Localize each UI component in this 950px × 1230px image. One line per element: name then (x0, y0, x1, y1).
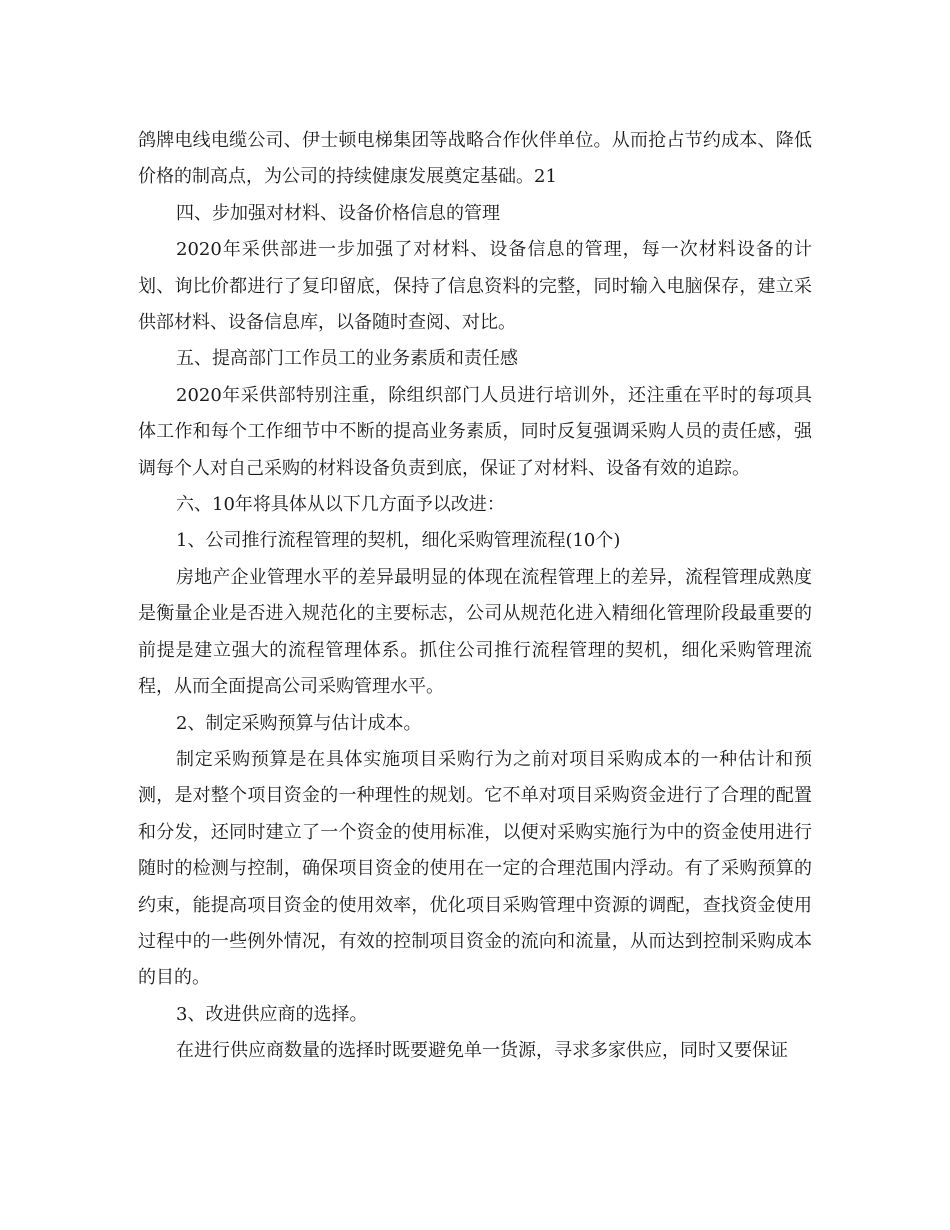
paragraph-partnership-units: 鸽牌电线电缆公司、伊士顿电梯集团等战略合作伙伴单位。从而抢占节约成本、降低价格的制高点，为公司的持续健康发展奠定基础。21 (138, 130, 812, 188)
paragraph-supplier-selection: 在进行供应商数量的选择时既要避免单一货源，寻求多家供应，同时又要保证 (176, 1040, 788, 1062)
heading-improvement-plan: 六、10年将具体从以下几方面予以改进： (176, 494, 505, 516)
heading-price-info-management: 四、步加强对材料、设备价格信息的管理 (176, 202, 500, 224)
paragraph-price-info-management: 2020年采供部进一步加强了对材料、设备信息的管理，每一次材料设备的计划、询比价都进行了复印留底，保持了信息资料的完整，同时输入电脑保存，建立采供部材料、设备信息库，以备随时查阅、对比。 (138, 239, 812, 334)
paragraph-process-management: 房地产企业管理水平的差异最明显的体现在流程管理上的差异，流程管理成熟度是衡量企业是否进入规范化的主要标志，公司从规范化进入精细化管理阶段最重要的前提是建立强大的流程管理体系。抓住公司推行流程管理的契机，细化采购管理流程，从而全面提高公司采购管理水平。 (138, 566, 812, 698)
heading-process-management: 1、公司推行流程管理的契机，细化采购管理流程(10个) (176, 530, 621, 552)
heading-procurement-budget: 2、制定采购预算与估计成本。 (176, 712, 422, 734)
paragraph-procurement-budget: 制定采购预算是在具体实施项目采购行为之前对项目采购成本的一种估计和预测，是对整个项目资金的一种理性的规划。它不单对项目采购资金进行了合理的配置和分发，还同时建立了一个资金的使用标准，以便对采购实施行为中的资金使用进行随时的检测与控制，确保项目资金的使用在一定的合理范围内浮动。有了采购预算的约束，能提高项目资金的使用效率，优化项目采购管理中资源的调配，查找资金使用过程中的一些例外情况，有效的控制项目资金的流向和流量，从而达到控制采购成本的目的。 (138, 748, 812, 989)
document-body (138, 123, 812, 1070)
heading-staff-quality: 五、提高部门工作员工的业务素质和责任感 (176, 348, 518, 370)
heading-supplier-selection: 3、改进供应商的选择。 (176, 1003, 368, 1025)
paragraph-staff-quality: 2020年采供部特别注重，除组织部门人员进行培训外，还注重在平时的每项具体工作和每个工作细节中不断的提高业务素质，同时反复强调采购人员的责任感，强调每个人对自己采购的材料设备负责到底，保证了对材料、设备有效的追踪。 (138, 384, 812, 479)
